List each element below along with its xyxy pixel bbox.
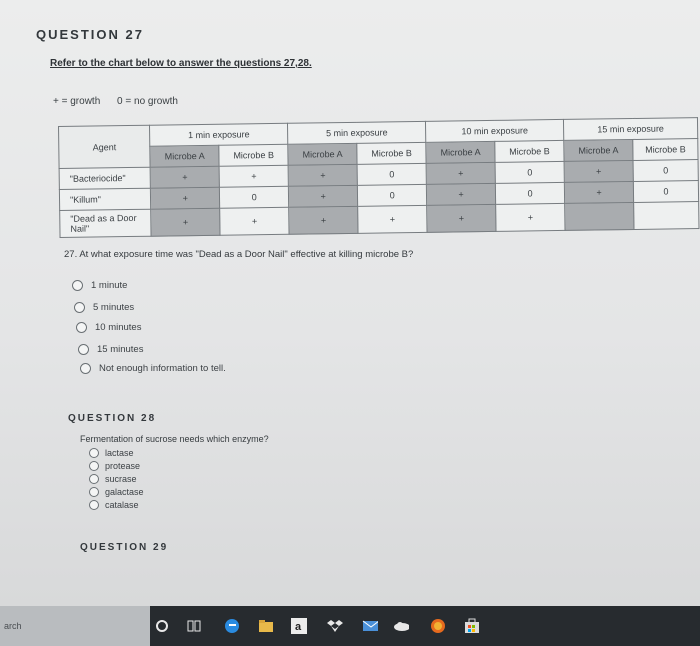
legend-no-growth: 0 = no growth [117, 96, 178, 107]
microbe-header: Microbe A [288, 143, 357, 165]
dropbox-icon[interactable] [327, 618, 343, 634]
option-label: Not enough information to tell. [99, 363, 226, 374]
table-cell: 0 [357, 163, 426, 185]
microbe-header: Microbe B [219, 144, 288, 166]
table-cell: 0 [495, 182, 564, 204]
table-cell [565, 202, 634, 230]
legend [53, 96, 192, 107]
radio-button[interactable] [89, 461, 99, 471]
table-cell: + [151, 208, 220, 236]
q27-option[interactable] [78, 344, 143, 355]
radio-button[interactable] [89, 487, 99, 497]
agent-name: "Bacteriocide" [59, 167, 151, 189]
taskbar-search[interactable]: arch [0, 606, 150, 646]
q28-option[interactable] [89, 500, 139, 510]
microbe-header: Microbe A [564, 139, 633, 161]
q28-option[interactable] [89, 461, 140, 471]
table-cell: 0 [358, 184, 427, 206]
table-cell: 0 [633, 160, 698, 182]
radio-button[interactable] [80, 363, 91, 374]
option-label: 15 minutes [97, 344, 144, 355]
table-cell: + [289, 185, 358, 207]
onedrive-icon[interactable] [393, 618, 409, 634]
option-label: protease [105, 461, 141, 471]
question-27-text: 27. At what exposure time was "Dead as a Door Nail" effective at killing microbe B? [64, 249, 414, 260]
radio-button[interactable] [72, 280, 83, 291]
option-label: lactase [105, 448, 134, 458]
results-table [58, 117, 700, 238]
q27-option[interactable] [80, 363, 226, 374]
mail-icon[interactable] [362, 618, 378, 634]
table-cell: + [496, 203, 565, 231]
q28-option[interactable] [89, 474, 137, 484]
table-cell: + [564, 181, 633, 203]
table-cell: + [427, 183, 496, 205]
task-view-icon[interactable] [186, 618, 202, 634]
microbe-header: Microbe B [633, 139, 698, 161]
q28-option[interactable] [89, 448, 134, 458]
table-cell: + [219, 165, 288, 187]
q28-option[interactable] [89, 487, 144, 497]
question-29-header: QUESTION 29 [80, 542, 169, 553]
amazon-icon[interactable] [291, 618, 307, 634]
table-cell: + [427, 204, 496, 232]
option-label: sucrase [105, 474, 137, 484]
exposure-header: 5 min exposure [288, 121, 426, 144]
taskbar [0, 606, 700, 646]
radio-button[interactable] [74, 302, 85, 313]
question-28-text: Fermentation of sucrose needs which enzyme? [80, 434, 269, 444]
radio-button[interactable] [89, 500, 99, 510]
microbe-header: Microbe A [426, 141, 495, 163]
file-explorer-icon[interactable] [258, 618, 274, 634]
table-cell: + [288, 164, 357, 186]
microbe-header: Microbe B [357, 142, 426, 164]
edge-icon[interactable] [224, 618, 240, 634]
table-cell: + [151, 187, 220, 209]
radio-button[interactable] [89, 448, 99, 458]
table-cell [634, 202, 699, 230]
table-cell: + [426, 162, 495, 184]
radio-button[interactable] [89, 474, 99, 484]
agent-header: Agent [59, 125, 151, 168]
table-cell: + [220, 207, 289, 235]
cortana-icon[interactable] [154, 618, 170, 634]
agent-name: "Dead as a Door Nail" [60, 209, 152, 237]
firefox-icon[interactable] [430, 618, 446, 634]
table-cell: + [358, 205, 427, 233]
table-cell: + [150, 166, 219, 188]
option-label: galactase [105, 487, 144, 497]
question-27-header: QUESTION 27 [36, 27, 144, 42]
table-cell: + [564, 160, 633, 182]
radio-button[interactable] [78, 344, 89, 355]
microbe-header: Microbe B [495, 140, 564, 162]
question-27-instruction: Refer to the chart below to answer the questions 27,28. [50, 58, 312, 69]
table-cell: 0 [633, 181, 698, 203]
option-label: 5 minutes [93, 302, 135, 313]
store-icon[interactable] [464, 618, 480, 634]
q27-option[interactable] [72, 280, 127, 291]
q27-option[interactable] [76, 322, 141, 333]
microbe-header: Microbe A [150, 145, 219, 167]
radio-button[interactable] [76, 322, 87, 333]
agent-name: "Killum" [59, 188, 151, 210]
option-label: 1 minute [91, 280, 128, 291]
exposure-header: 15 min exposure [564, 118, 698, 141]
table-cell: 0 [220, 186, 289, 208]
option-label: 10 minutes [95, 322, 142, 333]
legend-growth: + = growth [53, 96, 101, 107]
table-cell: 0 [495, 161, 564, 183]
option-label: catalase [105, 500, 139, 510]
exposure-header: 1 min exposure [150, 123, 288, 146]
svg-text:a: a [295, 621, 302, 633]
exposure-header: 10 min exposure [426, 119, 564, 142]
table-cell: + [289, 206, 358, 234]
question-28-header: QUESTION 28 [68, 413, 157, 424]
q27-option[interactable] [74, 302, 134, 313]
